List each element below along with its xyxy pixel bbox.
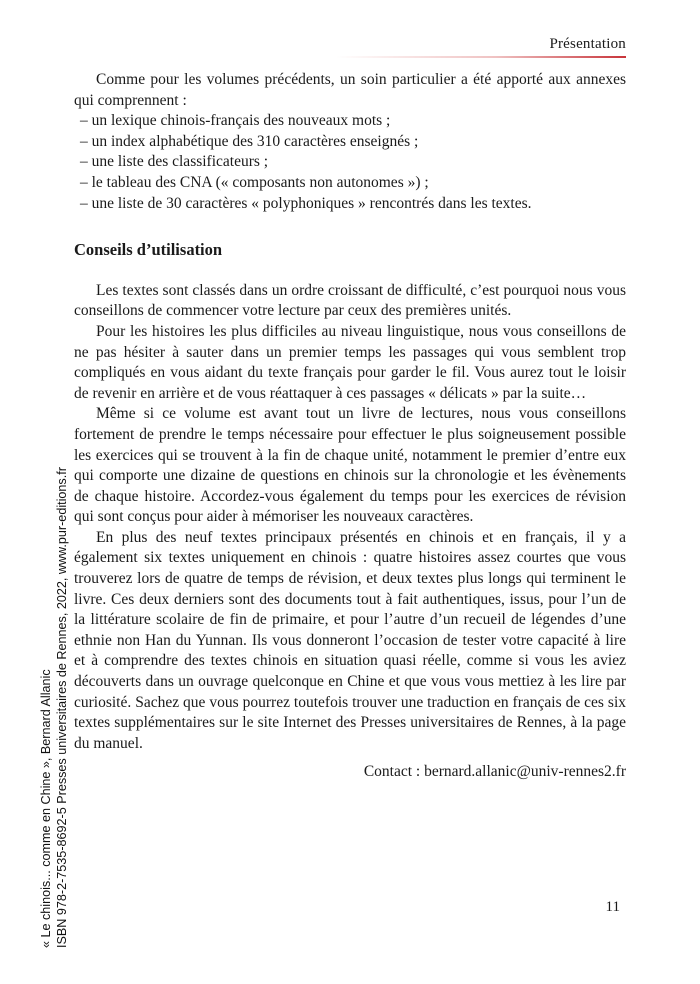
spine-credit <box>38 467 70 948</box>
list-item: – un index alphabétique des 310 caractères enseignés ; <box>80 132 419 150</box>
page-body <box>74 70 626 783</box>
intro-paragraph: Comme pour les volumes précédents, un soin particulier a été apporté aux annexes qui comprennent : <box>74 71 626 109</box>
section-heading: Conseils d’utilisation <box>74 240 223 260</box>
list-item: – un lexique chinois-français des nouveaux mots ; <box>80 112 391 130</box>
header-rule <box>336 56 626 58</box>
body-paragraph: Même si ce volume est avant tout un livre de lectures, nous vous conseillons fortement de prendre le temps nécessaire pour effectuer le plus soigneusement possible les exercices qui se trouvent à la fin de chaque unité, notamment le premier d’entre eux qui comporte une dizaine de questions en chinois sur la chronologie et les évènements de chaque histoire. Accordez-vous également du temps pour les exercices de révision qui sont conçus pour aider à mémoriser les nouveaux caractères. <box>74 405 626 526</box>
list-item: – le tableau des CNA (« composants non autonomes ») ; <box>80 173 429 191</box>
running-title: Présentation <box>549 36 626 52</box>
list-item: – une liste de 30 caractères « polyphoniques » rencontrés dans les textes. <box>80 194 532 212</box>
body-paragraph: Les textes sont classés dans un ordre croissant de difficulté, c’est pourquoi nous vous conseillons de commencer votre lecture par ceux des premières unités. <box>74 281 626 320</box>
list-item: – une liste des classificateurs ; <box>80 153 269 171</box>
spine-line-title: « Le chinois... comme en Chine », Bernard Allanic <box>39 669 53 948</box>
contact-line: Contact : bernard.allanic@univ-rennes2.fr <box>363 763 626 781</box>
annex-list <box>74 111 626 214</box>
body-paragraph: Pour les histoires les plus difficiles au niveau linguistique, nous vous conseillons de ne pas hésiter à sauter dans un premier temps les passages qui vous semblent trop compliqués en vous aidant du texte français pour garder le fil. Vous aurez tout le loisir de revenir en arrière et de vous réattaquer à ces passages « délicats » par la suite… <box>74 322 626 402</box>
body-paragraph: En plus des neuf textes principaux présentés en chinois et en français, il y a également six textes uniquement en chinois : quatre histoires assez courtes que vous trouverez lors de quatre de temps de révision, et deux textes plus longs qui terminent le livre. Ces deux derniers sont des documents tout à fait authentiques, issus, pour l’un de la littérature scolaire de fin de primaire, et pour l’autre d’un recueil de légendes d’une ethnie non Han du Yunnan. Ils vous donneront l’occasion de tester votre capacité à lire et à comprendre des textes chinois en situation quasi réelle, comme si vous les aviez découverts dans un ouvrage quelconque en Chine et que vous vous mettiez à les lire par curiosité. Sachez que vous pourrez toutefois trouver une traduction en français de ces six textes supplémentaires sur le site Internet des Presses universitaires de Rennes, à la page du manuel. <box>74 528 626 752</box>
spine-line-isbn: ISBN 978-2-7535-8692-5 Presses universitaires de Rennes, 2022, www.pur-editions.fr <box>55 467 69 948</box>
page-number: 11 <box>605 899 620 915</box>
